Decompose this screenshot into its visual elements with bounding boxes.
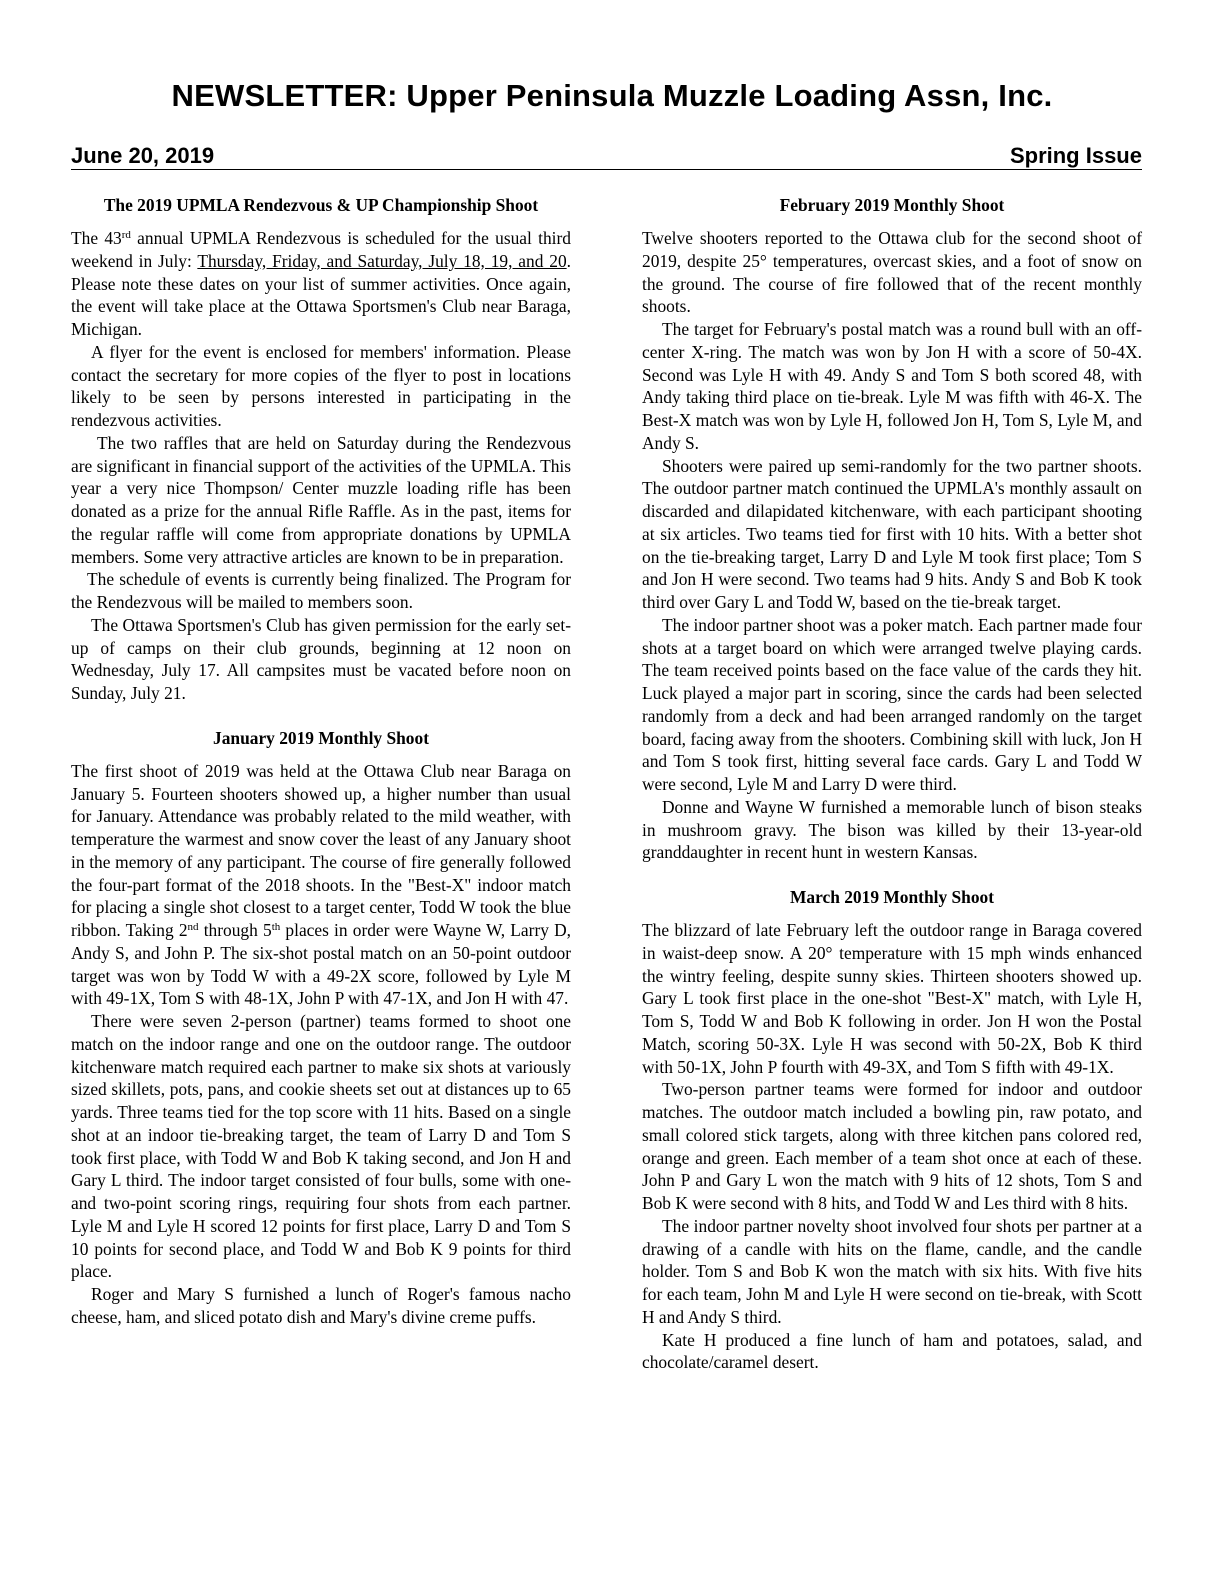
january-paragraph-1 [71,760,571,1010]
text-run: through 5 [198,920,272,940]
january-paragraph-3: Roger and Mary S furnished a lunch of Roger's famous nacho cheese, ham, and sliced potato dish and Mary's divine creme puffs. [71,1284,571,1327]
january-title: January 2019 Monthly Shoot [213,727,429,748]
march-paragraph-3: The indoor partner novelty shoot involved four shots per partner at a drawing of a candle with hits on the flame, candle, and the candle holder. Tom S and Bob K won the match with six hits. With five hits for each team, John M and Lyle H were second on tie-break, with Scott H and Andy S third. [642,1215,1142,1327]
text-run: places in order were Wayne W, Larry D, Andy S, and John P. The six-shot postal match on an 50-point outdoor target was won by Todd W with a 49-2X score, followed by Lyle M with 49-1X, Tom S with 48-1X, John P with 47-1X, and Jon H with 47. [71,920,572,1009]
february-paragraph-5: Donne and Wayne W furnished a memorable lunch of bison steaks in mushroom gravy. The bison was killed by their 13-year-old granddaughter in recent hunt in western Kansas. [642,796,1142,863]
issue-season: Spring Issue [1009,143,1142,168]
text-run: The 43 [71,228,122,248]
march-paragraph-4: Kate H produced a fine lunch of ham and potatoes, salad, and chocolate/caramel desert. [642,1329,1142,1373]
newsletter-masthead: NEWSLETTER: Upper Peninsula Muzzle Loading Assn, Inc. [171,78,1053,113]
february-title: February 2019 Monthly Shoot [779,195,1005,215]
issue-line [71,143,1142,170]
ordinal-superscript: rd [121,229,131,241]
ordinal-superscript: th [271,921,281,933]
january-paragraph-2: There were seven 2-person (partner) teams formed to shoot one match on the indoor range and one on the outdoor range. The outdoor kitchenware match required each partner to make six shots at variously sized skillets, pots, pans, and cookie sheets set out at distances up to 65 yards. Three teams tied for the top score with 11 hits. Based on a single shot at an indoor tie-breaking target, the team of Larry D and Tom S took first place, with Todd W and Bob K taking second, and Jon H and Gary L third. The indoor target consisted of four bulls, some with one- and two-point scoring rings, requiring four shots from each partner. Lyle M and Lyle H scored 12 points for first place, Larry D and Tom S 10 points for second place, and Todd W and Bob K 9 points for third place. [71,1011,571,1282]
february-paragraph-1: Twelve shooters reported to the Ottawa club for the second shoot of 2019, despite 25° temperatures, overcast skies, and a foot of snow on the ground. The course of fire followed that of the recent monthly shoots. [642,228,1142,317]
issue-date: June 20, 2019 [71,143,215,168]
text-run: . Please note these dates on your list of summer activities. Once again, the event will take place at the Ottawa Sportsmen's Club near Baraga, Michigan. [71,250,571,339]
february-paragraph-4: The indoor partner shoot was a poker match. Each partner made four shots at a target board on which were arranged twelve playing cards. The team received points based on the face value of the cards they hit. Luck played a major part in scoring, since the cards had been selected randomly from a deck and had been arranged randomly on the target board, facing away from the shooters. Combining skill with luck, Jon H and Tom S took first, hitting several face cards. Gary L and Todd W were second, Lyle M and Larry D were third. [642,614,1142,794]
march-title: March 2019 Monthly Shoot [789,887,995,907]
rendezvous-dates: Thursday, Friday, and Saturday, July 18, 19, and 20 [197,250,567,271]
rendezvous-title: The 2019 UPMLA Rendezvous & UP Championship Shoot [103,195,539,215]
march-paragraph-2: Two-person partner teams were formed for indoor and outdoor matches. The outdoor match included a bowling pin, raw potato, and small colored stick targets, along with three kitchen pans colored red, orange and green. Each member of a team shot once at each of these. John P and Gary L won the match with 9 hits of 12 shots, Tom S and Bob K were second with 8 hits, and Todd W and Les third with 8 hits. [642,1079,1142,1213]
january-article [71,727,571,1329]
text-run: annual UPMLA Rendezvous is scheduled for the usual third weekend in July: [71,228,571,271]
right-column [642,194,1142,1374]
left-column [71,194,571,1329]
rendezvous-paragraph-1 [71,227,571,341]
ordinal-superscript: nd [187,921,199,933]
february-paragraph-3: Shooters were paired up semi-randomly for the two partner shoots. The outdoor partner match continued the UPMLA's monthly assault on discarded and dilapidated kitchenware, with each participant shooting at six articles. Two teams tied for first with 10 hits. With a better shot on the tie-breaking target, Larry D and Lyle M took first place; Tom S and Jon H were second. Two teams had 9 hits. Andy S and Bob K took third over Gary L and Todd W, based on the tie-break target. [642,455,1142,612]
march-article [642,886,1142,1374]
february-article [642,194,1142,864]
rendezvous-paragraph-2: A flyer for the event is enclosed for members' information. Please contact the secretary for more copies of the flyer to post in locations likely to be seen by persons interested in participating in the rendezvous activities. [71,341,571,430]
rendezvous-article [71,194,571,705]
rendezvous-paragraph-4: The schedule of events is currently being finalized. The Program for the Rendezvous will be mailed to members soon. [71,569,571,612]
march-paragraph-1: The blizzard of late February left the outdoor range in Baraga covered in waist-deep snow. A 20° temperature with 15 mph winds enhanced the wintry feeling, despite sunny skies. Thirteen shooters showed up. Gary L took first place in the one-shot "Best-X" match, with Lyle H, Tom S, Todd W and Bob K following in order. Jon H won the Postal Match, scoring 50-3X. Lyle H was second with 50-2X, Bob K third with 50-1X, John P fourth with 49-3X, and Tom S fifth with 49-1X. [642,920,1142,1077]
rendezvous-paragraph-3: The two raffles that are held on Saturday during the Rendezvous are significant in financial support of the activities of the UPMLA. This year a very nice Thompson/ Center muzzle loading rifle has been donated as a prize for the annual Rifle Raffle. As in the past, items for the regular raffle will come from appropriate donations by UPMLA members. Some very attractive articles are known to be in preparation. [71,432,571,567]
text-run: The first shoot of 2019 was held at the Ottawa Club near Baraga on January 5. Fourteen shooters showed up, a higher number than usual for January. Attendance was probably related to the mild weather, with temperature the warmest and snow cover the least of any January shoot in the memory of any participant. The course of fire generally followed the four-part format of the 2018 shoots. In the "Best-X" indoor match for placing a single shot closest to a target center, Todd W took the blue ribbon. Taking 2 [71,760,571,940]
february-paragraph-2: The target for February's postal match was a round bull with an off-center X-ring. The match was won by Jon H with a score of 50-4X. Second was Lyle H with 49. Andy S and Tom S both scored 48, with Andy taking third place on tie-break. Lyle M was fifth with 46-X. The Best-X match was won by Lyle H, followed Jon H, Tom S, Lyle M, and Andy S. [642,319,1142,453]
rendezvous-paragraph-5: The Ottawa Sportsmen's Club has given permission for the early set-up of camps on their club grounds, beginning at 12 noon on Wednesday, July 17. All campsites must be vacated before noon on Sunday, July 21. [71,614,571,703]
